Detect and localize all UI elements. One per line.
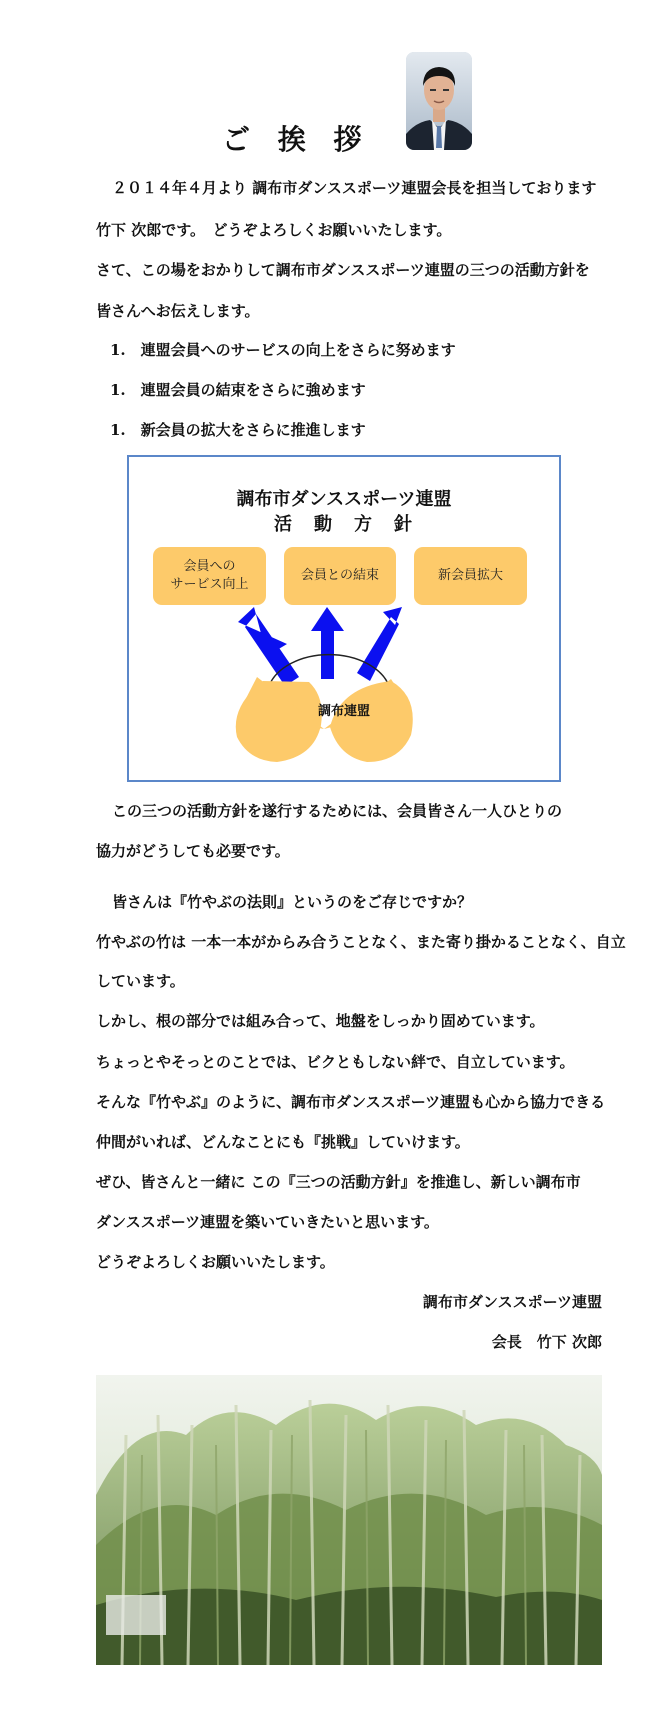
intro-line-4: 皆さんへお伝えします。 <box>96 302 260 320</box>
para2-line-1: この三つの活動方針を遂行するためには、会員皆さん一人ひとりの <box>112 802 563 820</box>
para3-line-7: 仲間がいれば、どんなことにも『挑戦』していけます。 <box>96 1133 470 1151</box>
policy-box-expansion: 新会員拡大 <box>414 547 527 605</box>
policy-box-service-line-1: 会員への <box>183 559 236 574</box>
intro-line-1: ２０１４年４月より 調布市ダンススポーツ連盟会長を担当しております <box>112 179 597 197</box>
policy-box-service-line-2: サービス向上 <box>170 577 249 592</box>
policy-box-service <box>153 547 266 605</box>
diagram-center-label: 調布連盟 <box>317 704 370 719</box>
para3-line-9: ダンススポーツ連盟を築いていきたいと思います。 <box>96 1213 439 1231</box>
para2-line-2: 協力がどうしても必要です。 <box>96 842 290 860</box>
para3-line-8: ぜひ、皆さんと一緒に この『三つの活動方針』を推進し、新しい調布市 <box>96 1173 581 1191</box>
policy-box-unity: 会員との結束 <box>284 547 396 605</box>
bamboo-grove-photo <box>96 1375 602 1665</box>
policy-item-3: 1. 新会員の拡大をさらに推進します <box>110 421 366 439</box>
arrow-middle <box>311 607 344 679</box>
diagram-title-line-1: 調布市ダンススポーツ連盟 <box>236 489 452 510</box>
para3-line-10: どうぞよろしくお願いいたします。 <box>96 1253 335 1271</box>
intro-line-2: 竹下 次郎です。 どうぞよろしくお願いいたします。 <box>96 221 452 239</box>
para3-line-1: 皆さんは『竹やぶの法則』というのをご存じですか？ <box>112 893 473 911</box>
page-title: ご 挨 拶 <box>222 123 371 156</box>
para3-line-4: しかし、根の部分では組み合って、地盤をしっかり固めています。 <box>96 1012 545 1030</box>
diagram-title-line-2: 活 動 方 針 <box>274 514 414 535</box>
signature-name: 会長 竹下 次郎 <box>491 1333 602 1351</box>
para3-line-3: しています。 <box>96 972 185 990</box>
policy-item-2: 1. 連盟会員の結束をさらに強めます <box>110 381 366 399</box>
policy-item-1: 1. 連盟会員へのサービスの向上をさらに努めます <box>110 341 456 359</box>
president-portrait <box>406 52 472 150</box>
para3-line-6: そんな『竹やぶ』のように、調布市ダンススポーツ連盟も心から協力できる <box>96 1093 606 1111</box>
para3-line-5: ちょっとやそっとのことでは、ビクともしない絆で、自立しています。 <box>96 1053 575 1071</box>
signature-organization: 調布市ダンススポーツ連盟 <box>422 1293 602 1311</box>
policy-diagram <box>127 455 561 782</box>
intro-line-3: さて、この場をおかりして調布市ダンススポーツ連盟の三つの活動方針を <box>96 261 590 279</box>
arrow-right <box>357 607 402 681</box>
arrow-left <box>238 607 299 686</box>
para3-line-2: 竹やぶの竹は 一本一本がからみ合うことなく、また寄り掛かることなく、自立 <box>96 933 626 951</box>
